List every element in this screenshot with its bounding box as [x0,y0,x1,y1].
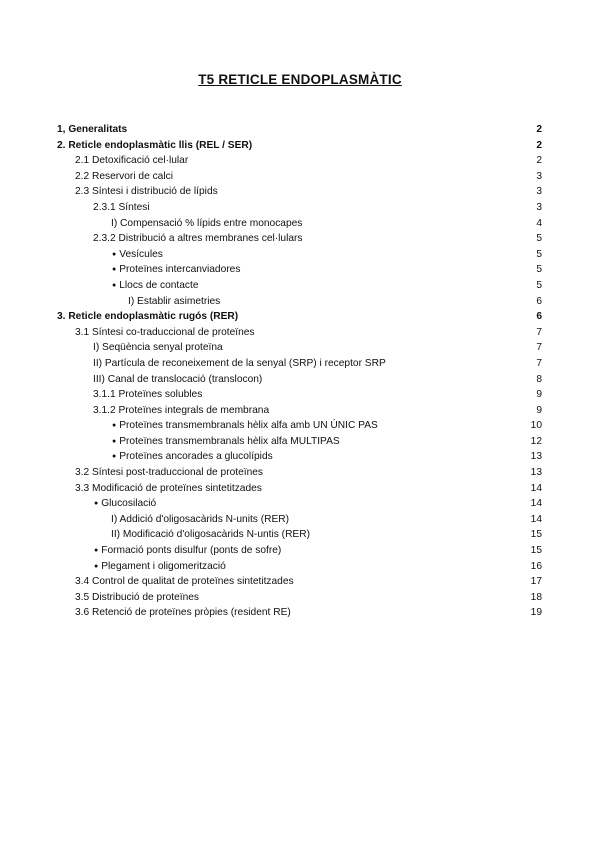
toc-entry[interactable] [0,231,600,247]
toc-entry[interactable] [0,278,600,294]
toc-entry-page: 7 [536,342,542,354]
toc-entry-page: 3 [536,170,542,182]
toc-entry-page: 2 [536,139,542,151]
toc-entry-page: 10 [530,420,542,432]
toc-entry[interactable] [0,387,600,403]
toc-entry-page: 9 [536,404,542,416]
toc-entry-label: 2.3.1 Síntesi [93,201,150,213]
toc-entry[interactable] [0,262,600,278]
toc-entry[interactable] [0,122,600,138]
toc-entry[interactable] [0,372,600,388]
toc-entry-page: 6 [536,295,542,307]
toc-entry-label: ● Vesícules [112,247,163,264]
toc-entry-label: ● Proteïnes ancorades a glucolípids [112,449,273,466]
toc-entry-page: 5 [536,233,542,245]
toc-entry-label: ● Plegament i oligomerització [94,559,226,576]
toc-entry-label: 2.1 Detoxificació cel·lular [75,155,189,167]
toc-entry[interactable] [0,559,600,575]
toc-entry[interactable] [0,418,600,434]
toc-entry-page: 13 [530,467,542,479]
toc-entry-label: III) Canal de translocació (translocon) [93,373,263,385]
toc-entry-page: 19 [530,607,542,619]
toc-entry[interactable] [0,496,600,512]
toc-entry-label: ● Llocs de contacte [112,278,199,295]
toc-entry[interactable] [0,465,600,481]
toc-entry-page: 7 [536,326,542,338]
toc-entry-page: 6 [536,311,542,323]
toc-entry[interactable] [0,153,600,169]
toc-entry-label: 3.3 Modificació de proteïnes sintetitzades [75,482,262,494]
toc-entry[interactable] [0,356,600,372]
toc-entry[interactable] [0,138,600,154]
toc-entry-label: 2. Reticle endoplasmàtic llis (REL / SER) [57,139,253,151]
toc-entry-page: 5 [536,248,542,260]
toc-entry-page: 3 [536,201,542,213]
toc-entry-label: I) Addició d'oligosacàrids N-units (RER) [111,513,290,525]
toc-entry-label: ● Proteïnes transmembranals hèlix alfa amb UN ÚNIC PAS [112,418,378,435]
toc-entry-page: 16 [530,560,542,572]
toc-entry[interactable] [0,449,600,465]
toc-entry[interactable] [0,216,600,232]
toc-entry-page: 2 [536,155,542,167]
toc-entry-page: 14 [530,498,542,510]
toc-entry-page: 2 [536,124,542,135]
toc-entry-page: 15 [530,529,542,541]
toc-entry-page: 5 [536,279,542,291]
toc-entry-page: 15 [530,545,542,557]
toc-entry[interactable] [0,403,600,419]
toc-entry-label: 2.2 Reservori de calci [75,170,173,182]
table-of-contents [0,122,600,621]
document-title: T5 RETICLE ENDOPLASMÀTIC [198,72,402,87]
toc-entry[interactable] [0,605,600,621]
toc-entry[interactable] [0,527,600,543]
toc-entry-label: 2.3 Síntesi i distribució de lípids [75,186,218,198]
toc-entry-label: 3. Reticle endoplasmàtic rugós (RER) [57,311,239,323]
toc-entry-label: 3.4 Control de qualitat de proteïnes sintetitzades [75,576,294,588]
toc-entry-label: I) Seqüència senyal proteïna [93,342,223,354]
toc-entry-page: 8 [536,373,542,385]
toc-entry[interactable] [0,543,600,559]
toc-entry[interactable] [0,574,600,590]
toc-entry-page: 17 [530,576,542,588]
toc-entry-label: 3.6 Retenció de proteïnes pròpies (resident RE) [75,607,291,619]
toc-entry-label: 2.3.2 Distribució a altres membranes cel·lulars [93,233,303,245]
toc-entry-page: 18 [530,591,542,603]
toc-entry-label: II) Modificació d'oligosacàrids N-untis (RER) [111,529,310,541]
toc-entry-label: ● Glucosilació [94,496,156,513]
toc-entry-page: 4 [536,217,542,229]
toc-entry[interactable] [0,512,600,528]
toc-entry-label: ● Formació ponts disulfur (ponts de sofre) [94,543,281,560]
toc-entry[interactable] [0,340,600,356]
toc-entry[interactable] [0,434,600,450]
toc-entry-page: 13 [530,451,542,463]
toc-entry-page: 12 [530,435,542,447]
toc-entry-page: 5 [536,264,542,276]
toc-entry-label: I) Establir asimetries [128,295,221,307]
toc-entry[interactable] [0,184,600,200]
toc-entry-page: 3 [536,186,542,198]
toc-entry-label: 3.1.1 Proteïnes solubles [93,389,203,401]
toc-entry[interactable] [0,309,600,325]
toc-entry-page: 14 [530,513,542,525]
toc-entry-label: 3.1 Síntesi co-traduccional de proteïnes [75,326,255,338]
toc-entry-page: 7 [536,357,542,369]
toc-entry-label: 3.2 Síntesi post-traduccional de proteïnes [75,467,264,479]
toc-entry[interactable] [0,590,600,606]
toc-entry-label: ● Proteïnes intercanviadores [112,262,240,279]
toc-entry[interactable] [0,325,600,341]
toc-entry-page: 14 [530,482,542,494]
toc-entry-label: ● Proteïnes transmembranals hèlix alfa MULTIPAS [112,434,340,451]
toc-entry[interactable] [0,169,600,185]
toc-entry-label: I) Compensació % lípids entre monocapes [111,217,303,229]
toc-entry[interactable] [0,247,600,263]
toc-entry-label: 3.1.2 Proteïnes integrals de membrana [93,404,270,416]
toc-entry[interactable] [0,481,600,497]
toc-entry[interactable] [0,200,600,216]
toc-entry[interactable] [0,294,600,310]
toc-entry-page: 9 [536,389,542,401]
toc-entry-label: 1, Generalitats [57,124,128,135]
toc-entry-label: 3.5 Distribució de proteïnes [75,591,200,603]
toc-entry-label: II) Partícula de reconeixement de la senyal (SRP) i receptor SRP [93,357,386,369]
